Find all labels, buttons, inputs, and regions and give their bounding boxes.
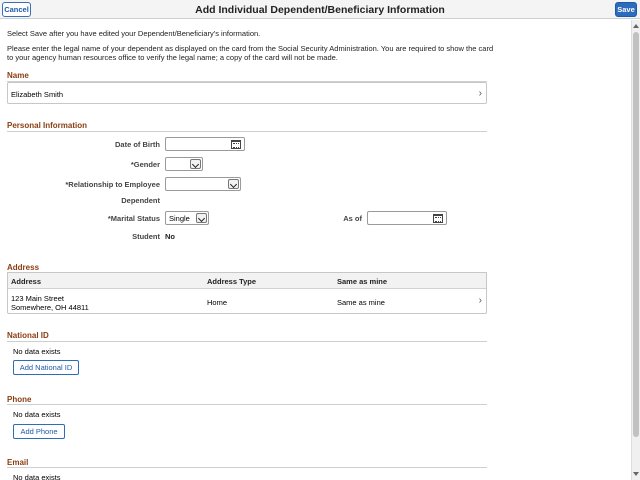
dob-field[interactable] [165, 137, 245, 151]
marital-status-label: *Marital Status [107, 214, 160, 223]
page-header [0, 0, 640, 19]
scrollbar-thumb[interactable] [633, 32, 639, 437]
address-line2: Somewhere, OH 44811 [11, 303, 89, 312]
save-button[interactable]: Save [615, 2, 637, 17]
gender-select[interactable] [165, 157, 203, 171]
personal-info-title: Personal Information [7, 121, 88, 130]
table-row[interactable] [8, 290, 486, 314]
instruction-legal-name: Please enter the legal name of your dependent as displayed on the card from the Social Security Administration. You are required to show the card to your agency human resources office to verify the legal name; a copy of the card will not be made. [7, 44, 494, 62]
relationship-select[interactable] [165, 177, 241, 191]
marital-status-value: Single [169, 214, 190, 223]
phone-empty-text: No data exists [13, 410, 61, 419]
gender-label: *Gender [130, 160, 160, 169]
page-title: Add Individual Dependent/Beneficiary Information [195, 4, 445, 16]
calendar-icon[interactable] [433, 214, 443, 223]
calendar-icon[interactable] [231, 140, 241, 149]
scroll-down-arrow-icon[interactable] [633, 472, 639, 476]
chevron-down-icon [228, 179, 239, 189]
phone-divider [7, 404, 487, 405]
national-id-divider [7, 341, 487, 342]
as-of-field[interactable] [367, 211, 447, 225]
national-id-empty-text: No data exists [13, 347, 61, 356]
chevron-right-icon: › [478, 88, 482, 99]
name-section-title: Name [7, 71, 29, 80]
email-empty-text: No data exists [13, 473, 61, 480]
add-phone-button[interactable]: Add Phone [13, 424, 65, 439]
name-value: Elizabeth Smith [11, 90, 64, 99]
vertical-scrollbar[interactable] [631, 20, 640, 480]
cancel-button[interactable]: Cancel [2, 2, 31, 17]
scroll-up-arrow-icon[interactable] [633, 24, 639, 28]
address-line1: 123 Main Street [11, 294, 64, 303]
same-as-mine-column-header: Same as mine [337, 277, 388, 286]
relationship-label: *Relationship to Employee [65, 180, 160, 189]
page-content [0, 20, 631, 480]
chevron-down-icon [190, 159, 201, 169]
address-column-header: Address [11, 277, 42, 286]
phone-section-title: Phone [7, 395, 32, 404]
dob-label: Date of Birth [115, 140, 160, 149]
dependent-label: Dependent [121, 196, 160, 205]
address-type-value: Home [207, 298, 228, 307]
add-national-id-button[interactable]: Add National ID [13, 360, 79, 375]
personal-info-divider [7, 131, 487, 132]
email-divider [7, 467, 487, 468]
student-value: No [165, 232, 175, 241]
same-as-mine-value: Same as mine [337, 298, 385, 307]
address-table [7, 272, 487, 314]
address-section-title: Address [7, 263, 40, 272]
address-table-header [8, 273, 486, 289]
address-type-column-header: Address Type [207, 277, 257, 286]
as-of-label: As of [343, 214, 362, 223]
student-label: Student [132, 232, 160, 241]
national-id-section-title: National ID [7, 331, 49, 340]
chevron-right-icon: › [478, 295, 482, 306]
instruction-save: Select Save after you have edited your Dependent/Beneficiary's information. [7, 29, 261, 38]
name-row[interactable] [7, 82, 487, 104]
email-section-title: Email [7, 458, 29, 467]
